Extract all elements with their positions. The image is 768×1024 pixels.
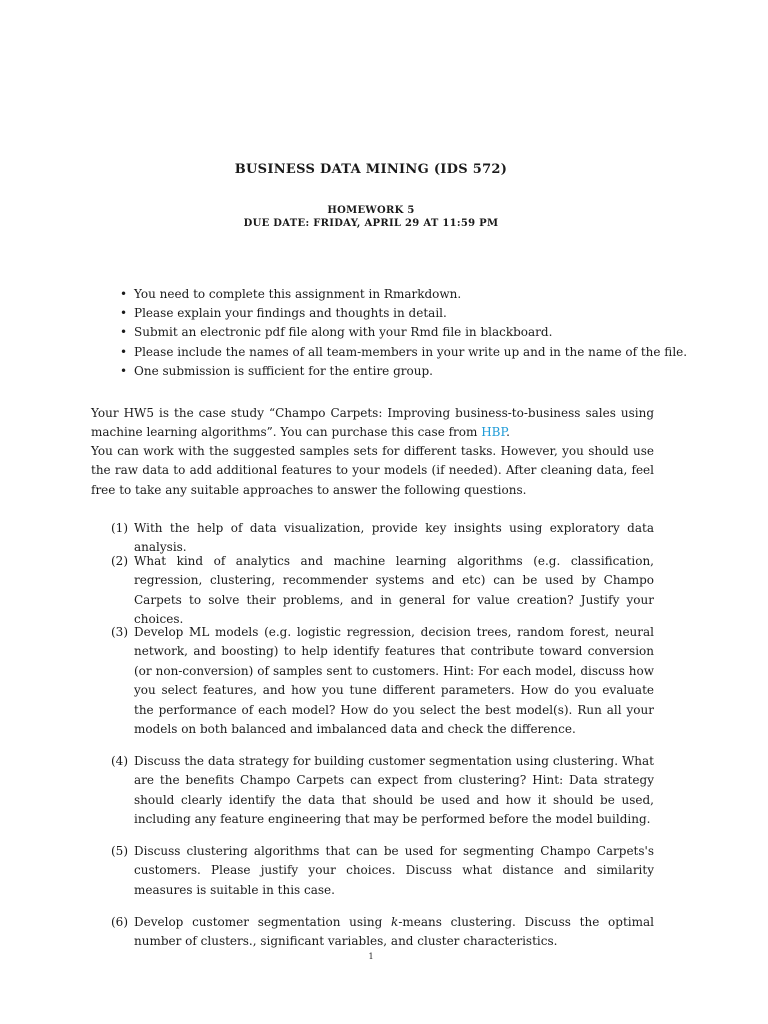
question-item xyxy=(111,552,654,630)
question-number: (2) xyxy=(111,554,128,568)
question-number: (1) xyxy=(111,521,128,535)
page-number: 1 xyxy=(368,952,374,961)
instruction-item: • One submission is sufficient for the entire group. xyxy=(120,362,687,381)
question-number: (6) xyxy=(111,915,128,929)
question-item xyxy=(111,842,654,900)
bullet-icon: • xyxy=(120,363,128,378)
document-title: BUSINESS DATA MINING (IDS 572) xyxy=(234,162,508,177)
instruction-item: • Submit an electronic pdf file along with your Rmd file in blackboard. xyxy=(120,323,687,342)
question-item xyxy=(111,623,654,739)
question-number: (4) xyxy=(111,754,128,768)
bullet-icon: • xyxy=(120,344,128,359)
instruction-item: • Please explain your findings and thoughts in detail. xyxy=(120,304,687,323)
bullet-icon: • xyxy=(120,306,128,321)
due-date: DUE DATE: FRIDAY, APRIL 29 AT 11:59 PM xyxy=(243,218,499,229)
question-text: Discuss clustering algorithms that can be used for segmenting Champo Carpets's customers. Please justify your choices. Discuss what distance and similarity measures is suitable in this case. xyxy=(134,844,654,897)
hbp-link[interactable]: HBP xyxy=(481,425,507,440)
approach-paragraph: You can work with the suggested samples sets for different tasks. However, you should use the raw data to add additional features to your models (if needed). After cleaning data, feel free to take any suitable approaches to answer the following questions. xyxy=(91,444,654,497)
question-text: Develop customer segmentation using k-means clustering. Discuss the optimal number of clusters., significant variables, and cluster characteristics. xyxy=(134,915,654,949)
instruction-list xyxy=(120,285,687,381)
question-item xyxy=(111,752,654,830)
bullet-icon: • xyxy=(120,325,128,340)
question-number: (5) xyxy=(111,844,128,858)
homework-number: HOMEWORK 5 xyxy=(327,205,415,216)
intro-paragraph: Your HW5 is the case study “Champo Carpets: Improving business-to-business sales using machine learning algorithms”. You can purchase this case from HBP. xyxy=(91,406,654,440)
question-number: (3) xyxy=(111,625,128,639)
instruction-item: • You need to complete this assignment in Rmarkdown. xyxy=(120,285,687,304)
question-text: Discuss the data strategy for building customer segmentation using clustering. What are the benefits Champo Carpets can expect from clustering? Hint: Data strategy should clearly identify the data that should be used and how it should be used, including any feature engineering that may be performed before the model building. xyxy=(134,754,654,827)
question-text: What kind of analytics and machine learning algorithms (e.g. classification, regression, clustering, recommender systems and etc) can be used by Champo Carpets to solve their problems, and in general for value creation? Justify your choices. xyxy=(134,554,654,627)
instruction-item: • Please include the names of all team-members in your write up and in the name of the file. xyxy=(120,343,687,362)
question-item xyxy=(111,913,654,952)
question-text: Develop ML models (e.g. logistic regression, decision trees, random forest, neural network, and boosting) to help identify features that contribute toward conversion (or non-conversion) of samples sent to customers. Hint: For each model, discuss how you select features, and how you tune different parameters. How do you evaluate the performance of each model? How do you select the best model(s). Run all your models on both balanced and imbalanced data and check the difference. xyxy=(134,625,654,737)
bullet-icon: • xyxy=(120,287,128,301)
question-text: With the help of data visualization, provide key insights using exploratory data analysis. xyxy=(134,521,654,555)
